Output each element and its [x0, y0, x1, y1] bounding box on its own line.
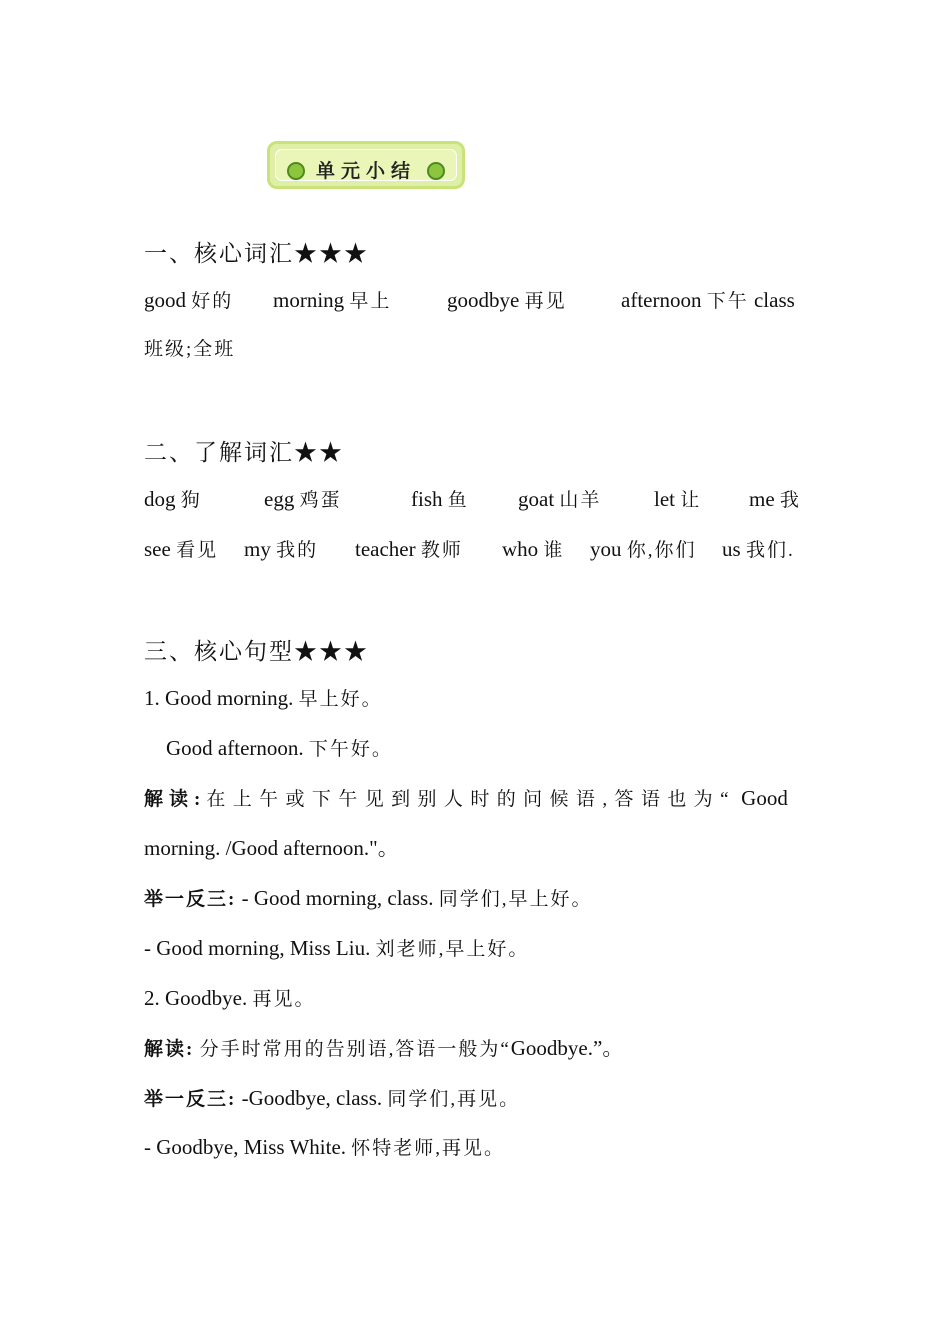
badge-inner-frame: [275, 149, 457, 181]
sentence-line: 1. Good morning. 早上好。: [144, 686, 383, 710]
vocab-item: my 我的: [244, 537, 319, 561]
vocab-item: see 看见: [144, 537, 219, 561]
vocab-item: let 让: [654, 487, 702, 511]
sentence-line: Good afternoon. 下午好。: [166, 736, 393, 760]
sentence-line: 2. Goodbye. 再见。: [144, 986, 316, 1010]
example-line: 举一反三: -Goodbye, class. 同学们,再见。: [144, 1086, 521, 1110]
example-line: 举一反三: - Good morning, class. 同学们,早上好。: [144, 886, 593, 910]
section-heading-core-vocabulary: 一、核心词汇★★★: [144, 241, 369, 266]
vocab-item: morning 早上: [273, 288, 392, 312]
vocab-item: teacher 教师: [355, 537, 463, 561]
section-heading-core-sentences: 三、核心句型★★★: [144, 639, 369, 664]
explanation-line: 解读: 分手时常用的告别语,答语一般为“Goodbye.”。: [144, 1036, 624, 1060]
vocab-item: egg 鸡蛋: [264, 487, 342, 511]
vocab-item: goat 山羊: [518, 487, 602, 511]
vocab-item: fish 鱼: [411, 487, 469, 511]
vocab-item: afternoon 下午 class: [621, 288, 795, 312]
vocab-item: us 我们.: [722, 537, 795, 561]
vocab-item: dog 狗: [144, 487, 202, 511]
section-heading-known-vocabulary: 二、了解词汇★★: [144, 440, 344, 465]
example-line: - Good morning, Miss Liu. 刘老师,早上好。: [144, 936, 530, 960]
explanation-line: morning. /Good afternoon."。: [144, 836, 399, 860]
badge-title: 单元小结: [315, 160, 416, 182]
vocab-item: me 我: [749, 487, 801, 511]
explanation-line: 解读:在上午或下午见到别人时的问候语,答语也为“ Good: [144, 786, 788, 810]
vocab-item: goodbye 再见: [447, 288, 567, 312]
example-line: - Goodbye, Miss White. 怀特老师,再见。: [144, 1135, 506, 1159]
vocab-item-continued: 班级;全班: [144, 339, 236, 360]
vocab-item: who 谁: [502, 537, 565, 561]
vocab-item: good 好的: [144, 288, 234, 312]
vocab-item: you 你,你们: [590, 537, 697, 561]
unit-summary-badge: [267, 141, 465, 189]
